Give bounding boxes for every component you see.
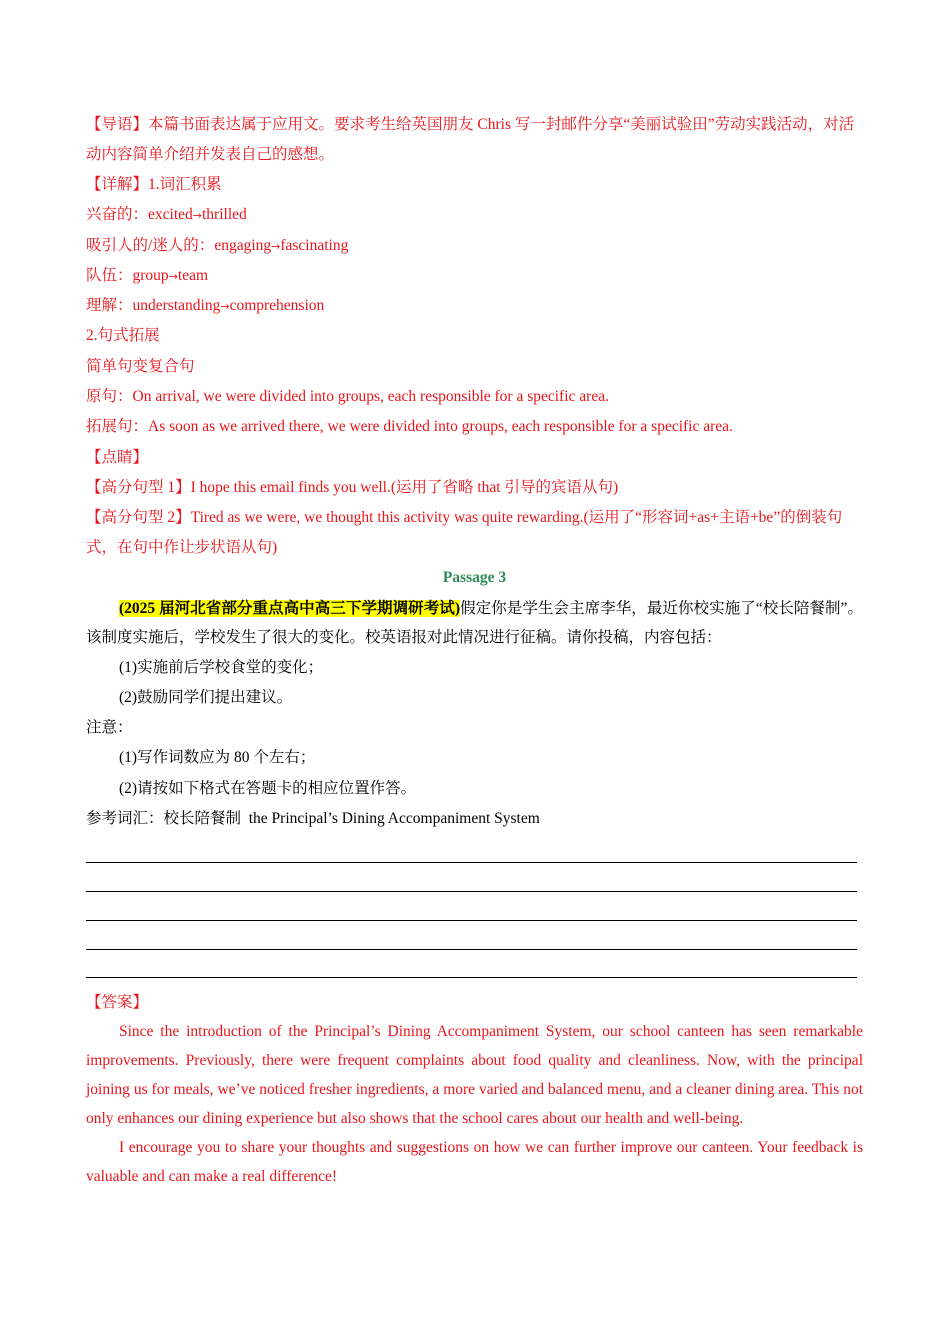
- writing-line[interactable]: [86, 892, 857, 921]
- sentence-subtitle: 简单句变复合句: [86, 357, 195, 375]
- passage-prompt: [86, 594, 863, 653]
- expanded-sentence: [86, 412, 863, 442]
- sentence-title: 2.句式拓展: [86, 327, 160, 345]
- prompt-point: (1)实施前后学校食堂的变化；: [119, 658, 324, 676]
- answer-paragraph: Since the introduction of the Principal’s Dining Accompaniment System, our school canteen has seen remarkable improvements. Previously, there were frequent complaints about food quality and cleanliness. Now, with the principal joining us for meals, we’ve noticed fresher ingredients, a more varied and balanced menu, and a cleaner dining area. This not only enhances our dining experience but also shows that the school cares about our health and well-being.: [86, 1023, 863, 1128]
- vocab-cn: 吸引人的/迷人的：: [86, 236, 215, 254]
- writing-line[interactable]: [86, 834, 857, 863]
- highlight-item-label: 【高分句型 1】: [86, 478, 191, 496]
- vocab-to: thrilled: [202, 206, 247, 224]
- highlight-item: [86, 503, 863, 563]
- expanded-text: As soon as we arrived there, we were divided into groups, each responsible for a specific area.: [148, 418, 733, 436]
- note-item: (1)写作词数应为 80 个左右；: [119, 749, 316, 767]
- answer-section: [86, 988, 863, 1191]
- arrow-icon: →: [192, 209, 202, 223]
- note-item: (2)请按如下格式在答题卡的相应位置作答。: [119, 779, 417, 797]
- document-content: [86, 110, 863, 1191]
- original-label: 原句：: [86, 388, 133, 406]
- original-sentence: [86, 382, 863, 412]
- arrow-icon: →: [271, 239, 281, 253]
- highlight-item-text: I hope this email finds you well.(运用了省略 that 引导的宾语从句): [190, 478, 619, 496]
- vocab-from: excited: [148, 206, 193, 224]
- writing-line[interactable]: [86, 921, 857, 950]
- vocab-to: comprehension: [229, 297, 325, 315]
- vocab-item: [86, 231, 863, 261]
- vocab-cn: 理解：: [86, 297, 133, 315]
- writing-line[interactable]: [86, 950, 857, 979]
- vocab-item: [86, 291, 863, 321]
- detail-heading: [86, 170, 863, 200]
- highlight-item: [86, 473, 863, 503]
- vocab-reference: 参考词汇：校长陪餐制 the Principal’s Dining Accompaniment System: [86, 810, 540, 828]
- passage-prompt-text: 假定你是学生会主席李华，最近你校实施了“校长陪餐制”。该制度实施后，学校发生了很大的变化。校英语报对此情况进行征稿。请你投稿，内容包括：: [86, 599, 864, 647]
- highlight-item-label: 【高分句型 2】: [86, 509, 191, 527]
- intro-paragraph: [86, 110, 863, 170]
- detail-label: 【详解】: [86, 176, 149, 193]
- vocab-from: understanding: [132, 297, 221, 315]
- vocab-from: engaging: [214, 236, 272, 254]
- passage-title: Passage 3: [442, 569, 507, 587]
- note-label: 注意：: [86, 719, 133, 737]
- arrow-icon: →: [220, 300, 230, 314]
- vocab-cn: 队伍：: [86, 266, 133, 284]
- intro-text: 本篇书面表达属于应用文。要求考生给英国朋友 Chris 写一封邮件分享“美丽试验田”劳动实践活动，对活动内容简单介绍并发表自己的感想。: [86, 116, 855, 163]
- vocab-item: [86, 200, 863, 230]
- highlight-label: 【点睛】: [86, 448, 149, 466]
- answer-lines: [86, 834, 863, 978]
- answer-label: 【答案】: [86, 994, 149, 1012]
- vocab-from: group: [132, 266, 169, 284]
- highlight-item-text: Tired as we were, we thought this activity was quite rewarding.(运用了“形容词+as+主语+be”的倒装句式，在句中作让步状语从句): [86, 509, 843, 557]
- vocab-title: 1.词汇积累: [148, 176, 222, 193]
- expanded-label: 拓展句：: [86, 418, 149, 436]
- vocab-to: team: [177, 266, 209, 284]
- original-text: On arrival, we were divided into groups, each responsible for a specific area.: [132, 388, 609, 406]
- vocab-to: fascinating: [280, 236, 349, 254]
- arrow-icon: →: [168, 269, 178, 283]
- intro-label: 【导语】: [86, 116, 149, 133]
- prompt-point: (2)鼓励同学们提出建议。: [119, 688, 293, 706]
- answer-paragraph: I encourage you to share your thoughts and suggestions on how we can further improve our canteen. Your feedback is valuable and can make a real difference!: [86, 1139, 863, 1186]
- passage-source: (2025 届河北省部分重点高中高三下学期调研考试): [119, 599, 460, 617]
- vocab-item: [86, 261, 863, 291]
- vocab-cn: 兴奋的：: [86, 206, 149, 224]
- writing-line[interactable]: [86, 863, 857, 892]
